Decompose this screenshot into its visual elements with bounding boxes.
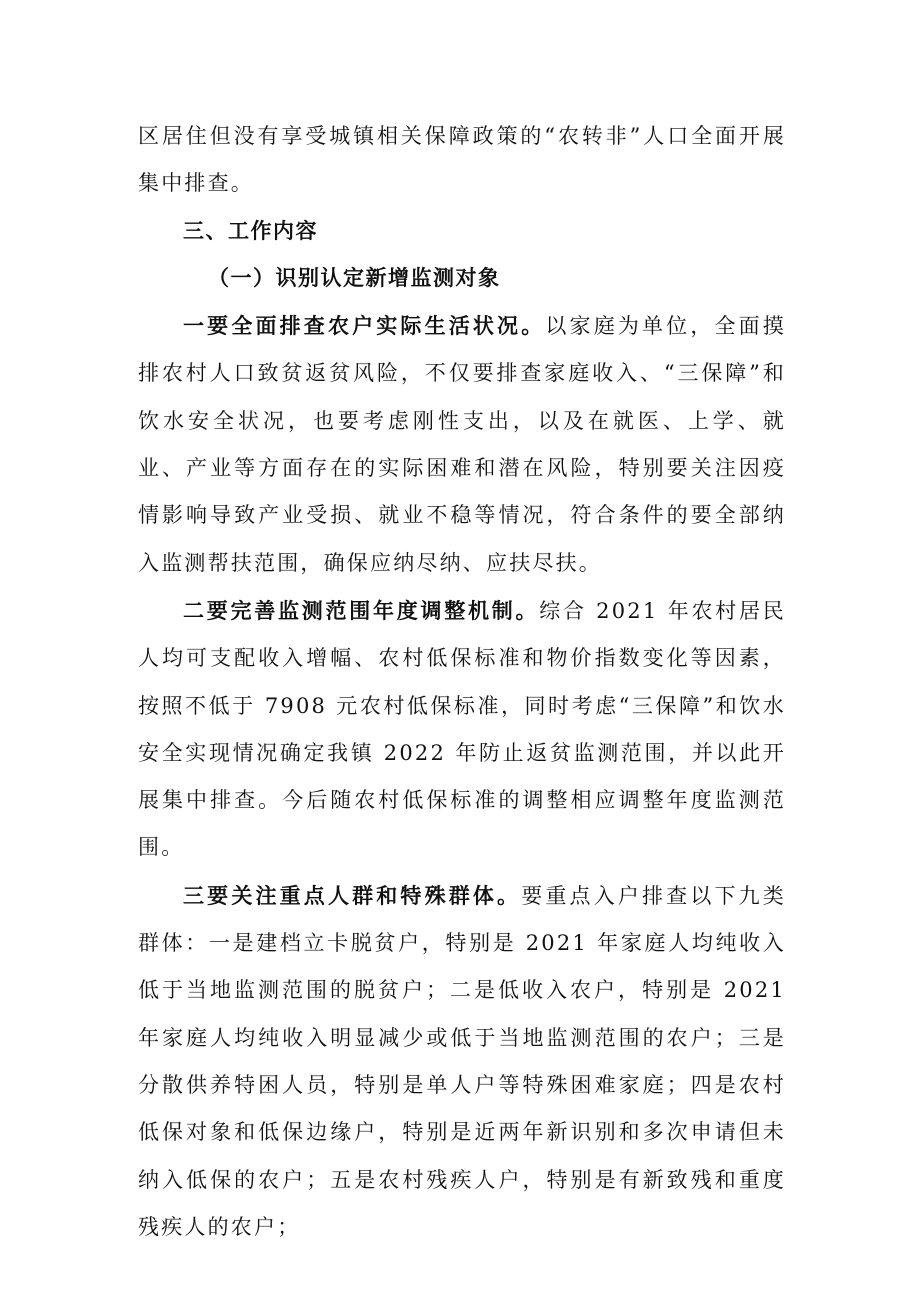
paragraph-lead: 一要全面排查农户实际生活状况。 [183,313,546,339]
subsection-heading: （一）识别认定新增监测对象 [208,265,501,290]
paragraph-lead: 二要完善监测范围年度调整机制。 [183,597,540,623]
paragraph-monitoring-range [138,587,786,872]
paragraph-household-survey [138,302,786,587]
paragraph-body: 以家庭为单位，全面摸排农村人口致贫返贫风险，不仅要排查家庭收入、“三保障”和饮水安全状况，也要考虑刚性支出，以及在就医、上学、就业、产业等方面存在的实际困难和潜在风险，特别要关注因疫情影响导致产业受损、就业不稳等情况，符合条件的要全部纳入监测帮扶范围，确保应纳尽纳、应扶尽扶。 [138,314,786,575]
document-body [138,113,786,1251]
paragraph-key-groups [138,872,786,1251]
section-heading: 三、工作内容 [183,218,318,243]
paragraph-continuation: 区居住但没有享受城镇相关保障政策的“农转非”人口全面开展集中排查。 [138,124,786,196]
paragraph-body: 要重点入户排查以下九类群体：一是建档立卡脱贫户，特别是 2021 年家庭人均纯收入低于当地监测范围的脱贫户；二是低收入农户，特别是 2021 年家庭人均纯收入明显减少或低于当地监测范围的农户；三是分散供养特困人员，特别是单人户等特殊困难家庭；四是农村低保对象和低保边缘户，特别是近两年新识别和多次申请但未纳入低保的农户；五是农村残疾人户，特别是有新致残和重度残疾人的农户； [138,883,786,1239]
paragraph-body: 综合 2021 年农村居民人均可支配收入增幅、农村低保标准和物价指数变化等因素，按照不低于 7908 元农村低保标准，同时考虑“三保障”和饮水安全实现情况确定我镇 2022 年防止返贫监测范围，并以此开展集中排查。今后随农村低保标准的调整相应调整年度监测范围。 [138,598,786,860]
paragraph-lead: 三要关注重点人群和特殊群体。 [183,882,522,908]
